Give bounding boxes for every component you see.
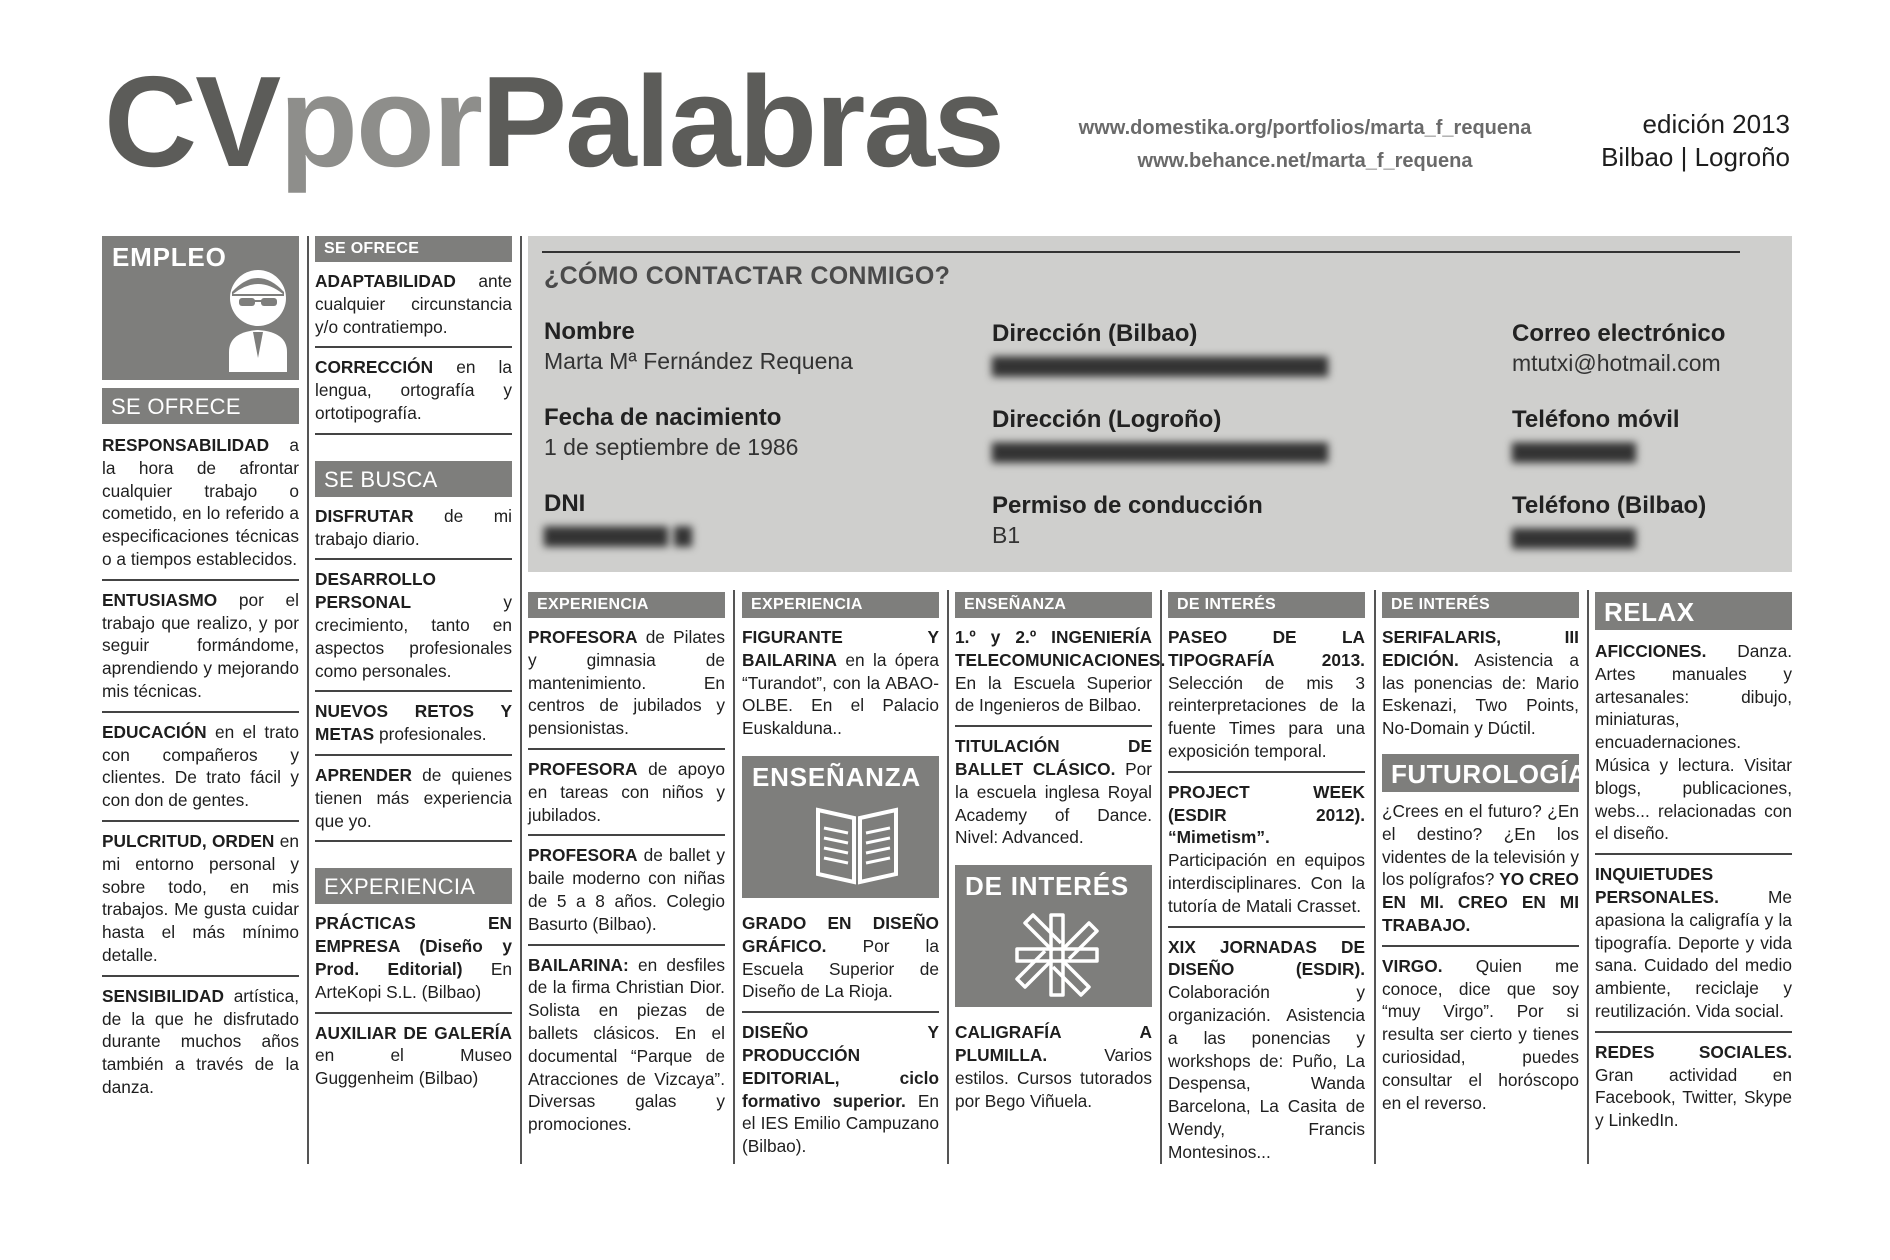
cv-logo: CVporPalabras <box>104 50 1003 194</box>
contact-address-bilbao: Dirección (Bilbao) ▆▆▆▆▆▆▆▆▆▆▆▆▆▆▆▆▆▆▆ <box>992 320 1329 376</box>
column-divider <box>1374 590 1376 1164</box>
redacted-address-bilbao: ▆▆▆▆▆▆▆▆▆▆▆▆▆▆▆▆▆▆▆ <box>992 350 1329 376</box>
contact-panel <box>528 236 1792 572</box>
list-item: XIX JORNADAS DE DISEÑO (ESDIR). Colaboración y organización. Asistencia a las ponencias y workshops de: Puño, La Despensa, Wanda Barcelona, La Casita de Wendy, Francis Montesinos... <box>1168 936 1365 1162</box>
column-experiencia-2 <box>742 592 939 1164</box>
list-item: PULCRITUD, ORDEN en mi entorno personal y sobre todo, en mis trabajos. Me gusta cuidar hasta el más mínimo detalle. <box>102 822 299 977</box>
empleo-box <box>102 236 299 380</box>
list-item: EDUCACIÓN en el trato con compañeros y clientes. De trato fácil y con don de gentes. <box>102 713 299 822</box>
asterisk-icon <box>1011 909 1103 1001</box>
list-item: BAILARINA: en desfiles de la firma Christian Dior. Solista en piezas de ballets clásicos. En el documental “Parque de Atracciones de Vizcaya”. Diversas galas y promociones. <box>528 954 725 1135</box>
contact-email: Correo electrónico mtutxi@hotmail.com <box>1512 320 1726 376</box>
list-item: AFICCIONES. Danza. Artes manuales y artesanales: dibujo, miniaturas, encuadernaciones. Música y lectura. Visitar blogs, publicaciones, webs... relacionadas con el diseño. <box>1595 630 1792 855</box>
ensenanza-small-header: ENSEÑANZA <box>955 592 1152 618</box>
list-item: TITULACIÓN DE BALLET CLÁSICO. Por la escuela inglesa Royal Academy of Dance. Nivel: Advanced. <box>955 736 1152 848</box>
list-item: INQUIETUDES PERSONALES. Me apasiona la caligrafía y la tipografía. Deporte y vida sana. Cuidado del medio ambiente, reciclaje y reutilización. Vida social. <box>1595 855 1792 1033</box>
behance-link[interactable]: www.behance.net/marta_f_requena <box>1137 150 1473 172</box>
column-divider <box>947 590 949 1164</box>
futurologia-header: FUTUROLOGÍA <box>1382 754 1579 792</box>
contact-mobile: Teléfono móvil ▆▆▆▆▆▆▆ <box>1512 406 1680 462</box>
de-interes-small-header: DE INTERÉS <box>1382 592 1579 618</box>
list-item: SERIFALARIS, III EDICIÓN. Asistencia a las ponencias de: Mario Eskenazi, Two Points, No-Domain y Dúctil. <box>1382 627 1579 739</box>
list-item: PROFESORA de apoyo en tareas con niños y jubilados. <box>528 750 725 836</box>
list-item: ADAPTABILIDAD ante cualquier circunstancia y/o contratiempo. <box>315 262 512 348</box>
list-item: 1.º y 2.º INGENIERÍA TELECOMUNICACIONES. En la Escuela Superior de Ingenieros de Bilbao. <box>955 618 1152 727</box>
contact-licence: Permiso de conducción B1 <box>992 492 1263 548</box>
list-item: DISFRUTAR de mi trabajo diario. <box>315 497 512 561</box>
list-item: PRÁCTICAS EN EMPRESA (Diseño y Prod. Editorial) En ArteKopi S.L. (Bilbao) <box>315 904 512 1013</box>
relax-header: RELAX <box>1595 592 1792 630</box>
edition-cities: Bilbao | Logroño <box>1601 142 1790 172</box>
column-divider <box>520 236 522 1164</box>
list-item: CORRECCIÓN en la lengua, ortografía y ortotipografía. <box>315 348 512 434</box>
list-item: VIRGO. Quien me conoce, dice que soy “muy Virgo”. Por si resulta ser cierto y tienes curiosidad, puedes consultar el horóscopo en el reverso. <box>1382 955 1579 1113</box>
list-item: GRADO EN DISEÑO GRÁFICO. Por la Escuela Superior de Diseño de La Rioja. <box>742 898 939 1013</box>
column-divider <box>307 236 309 1164</box>
list-item: AUXILIAR DE GALERÍA en el Museo Guggenheim (Bilbao) <box>315 1022 512 1089</box>
column-de-interes-2 <box>1382 592 1588 1164</box>
de-interes-box <box>955 865 1152 1007</box>
list-item: PROJECT WEEK (ESDIR 2012). “Mimetism”. Participación en equipos interdisciplinares. Con la tutoría de Matali Crasset. <box>1168 773 1365 928</box>
column-empleo <box>102 236 299 1164</box>
column-divider <box>733 590 735 1164</box>
de-interes-small-header: DE INTERÉS <box>1168 592 1365 618</box>
list-item: SENSIBILIDAD artística, de la que he disfrutado durante muchos años también a través de la danza. <box>102 985 299 1097</box>
email-link[interactable]: mtutxi@hotmail.com <box>1512 350 1721 376</box>
contact-title: ¿CÓMO CONTACTAR CONMIGO? <box>544 262 951 290</box>
column-se-ofrece-se-busca <box>315 236 512 1164</box>
experiencia-small-header: EXPERIENCIA <box>742 592 939 618</box>
list-item: ENTUSIASMO por el trabajo que realizo, y por seguir formándome, aprendiendo y mejorando mis técnicas. <box>102 581 299 713</box>
portfolio-links <box>1000 112 1610 178</box>
redacted-phone: ▆▆▆▆▆▆▆ <box>1512 522 1636 548</box>
list-item: REDES SOCIALES. Gran actividad en Facebook, Twitter, Skype y LinkedIn. <box>1595 1041 1792 1131</box>
redacted-mobile: ▆▆▆▆▆▆▆ <box>1512 436 1636 462</box>
column-experiencia-1 <box>528 592 725 1164</box>
column-divider <box>1587 590 1589 1164</box>
list-item: PROFESORA de Pilates y gimnasia de mantenimiento. En centros de jubilados y pensionistas. <box>528 618 725 750</box>
book-icon <box>814 804 900 888</box>
list-item: PROFESORA de ballet y baile moderno con niñas de 5 a 8 años. Colegio Basurto (Bilbao). <box>528 836 725 945</box>
list-item: FIGURANTE Y BAILARINA en la ópera “Turandot”, con la ABAO-OLBE. En el Palacio Euskalduna.. <box>742 627 939 739</box>
panel-rule <box>542 251 1740 253</box>
list-item: CALIGRAFÍA A PLUMILLA. Varios estilos. Cursos tutorados por Bego Viñuela. <box>955 1022 1152 1111</box>
se-ofrece-small-header: SE OFRECE <box>315 236 512 262</box>
edition-info <box>1540 108 1790 174</box>
list-item: DESARROLLO PERSONAL y crecimiento, tanto en aspectos profesionales como personales. <box>315 560 512 692</box>
se-busca-header: SE BUSCA <box>315 461 512 497</box>
contact-birth: Fecha de nacimiento 1 de septiembre de 1986 <box>544 404 799 460</box>
redacted-dni: ▆▆▆▆▆▆▆ ▆ <box>544 520 692 546</box>
list-item: ¿Crees en el futuro? ¿En el destino? ¿En los videntes de la televisión y los polígrafos? YO CREO EN MI. CREO EN MI TRABAJO. <box>1382 792 1579 947</box>
empleo-title: EMPLEO <box>112 242 227 272</box>
experiencia-small-header: EXPERIENCIA <box>528 592 725 618</box>
domestika-link[interactable]: www.domestika.org/portfolios/marta_f_requena <box>1078 117 1532 139</box>
contact-phone: Teléfono (Bilbao) ▆▆▆▆▆▆▆ <box>1512 492 1707 548</box>
de-interes-title: DE INTERÉS <box>965 871 1130 902</box>
redacted-address-logrono: ▆▆▆▆▆▆▆▆▆▆▆▆▆▆▆▆▆▆▆ <box>992 436 1329 462</box>
column-divider <box>1160 590 1162 1164</box>
worker-icon <box>223 262 293 374</box>
column-relax <box>1595 592 1792 1164</box>
list-item: PASEO DE LA TIPOGRAFÍA 2013. Selección de mis 3 reinterpretaciones de la fuente Times para una exposición temporal. <box>1168 618 1365 773</box>
se-ofrece-header: SE OFRECE <box>102 388 299 424</box>
list-item: RESPONSABILIDAD a la hora de afrontar cualquier trabajo o cometido, en lo referido a especificaciones técnicas o a tiempos establecidos. <box>102 424 299 581</box>
contact-address-logrono: Dirección (Logroño) ▆▆▆▆▆▆▆▆▆▆▆▆▆▆▆▆▆▆▆ <box>992 406 1329 462</box>
contact-name: Nombre Marta Mª Fernández Requena <box>544 318 853 374</box>
ensenanza-box <box>742 756 939 898</box>
column-ensenanza <box>955 592 1166 1164</box>
contact-dni: DNI ▆▆▆▆▆▆▆ ▆ <box>544 490 692 546</box>
column-de-interes-1 <box>1168 592 1365 1164</box>
list-item: DISEÑO Y PRODUCCIÓN EDITORIAL, ciclo formativo superior. En el IES Emilio Campuzano (Bilbao). <box>742 1022 939 1157</box>
list-item: NUEVOS RETOS Y METAS profesionales. <box>315 692 512 756</box>
ensenanza-title: ENSEÑANZA <box>752 761 921 792</box>
list-item: APRENDER de quienes tienen más experiencia que yo. <box>315 756 512 842</box>
experiencia-header: EXPERIENCIA <box>315 868 512 904</box>
edition-year: edición 2013 <box>1642 109 1790 139</box>
